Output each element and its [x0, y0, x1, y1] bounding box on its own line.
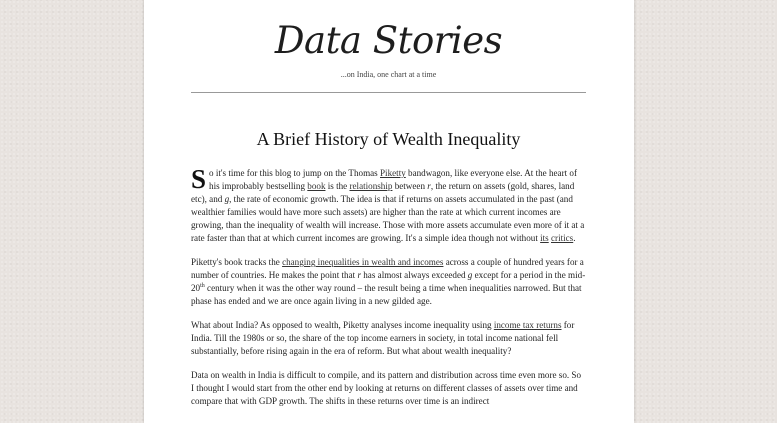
- variable-r: r: [357, 270, 361, 280]
- text: What about India? As opposed to wealth, Piketty analyses income inequality using: [191, 320, 494, 330]
- text: across a couple of hundred years for a number of countries. He makes the point that: [191, 257, 584, 280]
- page-card: [144, 0, 634, 423]
- paragraph-3: [191, 319, 586, 358]
- site-tagline: ...on India, one chart at a time: [340, 70, 437, 79]
- link-income-tax-returns[interactable]: income tax returns: [493, 320, 562, 330]
- link-its[interactable]: its: [540, 233, 549, 243]
- text: has almost always exceeded: [360, 270, 468, 280]
- link-book[interactable]: book: [307, 181, 326, 191]
- header-divider: [191, 92, 586, 93]
- text: except for a period in the mid-20: [191, 270, 586, 293]
- text: Piketty's book tracks the: [191, 257, 283, 267]
- link-changing-inequalities[interactable]: changing inequalities in wealth and incomes: [282, 257, 444, 267]
- link-relationship[interactable]: relationship: [349, 181, 393, 191]
- text: bandwagon, like everyone else. At the heart of his improbably bestselling: [209, 168, 577, 191]
- text: Data on wealth in India is difficult to compile, and its pattern and distribution across time even more so. So I thought I would start from the other end by looking at returns on different classes of assets over time and compare that with GDP growth. The shifts in these returns over time is an indirect: [191, 370, 582, 406]
- variable-r: r: [427, 181, 431, 191]
- text: , the rate of economic growth. The idea is that if returns on assets accumulated in the past (and wealthier families would have more such assets) are higher than the rate at which current incomes are growing, than the inequality of wealth will increase. Those with more assets accumulate even more of it at a rate faster than that at which current incomes are growing. It's a simple idea though not without: [191, 194, 585, 243]
- drop-cap: S: [191, 164, 207, 194]
- post-body: [191, 164, 586, 419]
- text: is the: [325, 181, 350, 191]
- text: .: [573, 233, 576, 243]
- variable-g: g: [467, 270, 473, 280]
- link-piketty[interactable]: Piketty: [380, 168, 406, 178]
- text: between: [392, 181, 428, 191]
- link-critics[interactable]: critics: [551, 233, 574, 243]
- text: o it's time for this blog to jump on the Thomas: [209, 168, 380, 178]
- paragraph-1: [191, 164, 586, 245]
- text: for India. Till the 1980s or so, the share of the top income earners in society, in total income national fell substantially, before rising again in the era of reform. But what about wealth inequality?: [191, 320, 575, 356]
- variable-g: g: [224, 194, 230, 204]
- paragraph-4: [191, 369, 586, 408]
- paragraph-2: [191, 256, 586, 308]
- post-title: A Brief History of Wealth Inequality: [256, 129, 521, 149]
- text: century when it was the other way round – the result being a time when inequalities narrowed. But that phase has ended and we are once again living in a new gilded age.: [191, 283, 582, 306]
- site-title[interactable]: Data Stories: [274, 19, 503, 62]
- text: , the return on assets (gold, shares, land etc), and: [191, 181, 575, 204]
- superscript: th: [200, 282, 205, 289]
